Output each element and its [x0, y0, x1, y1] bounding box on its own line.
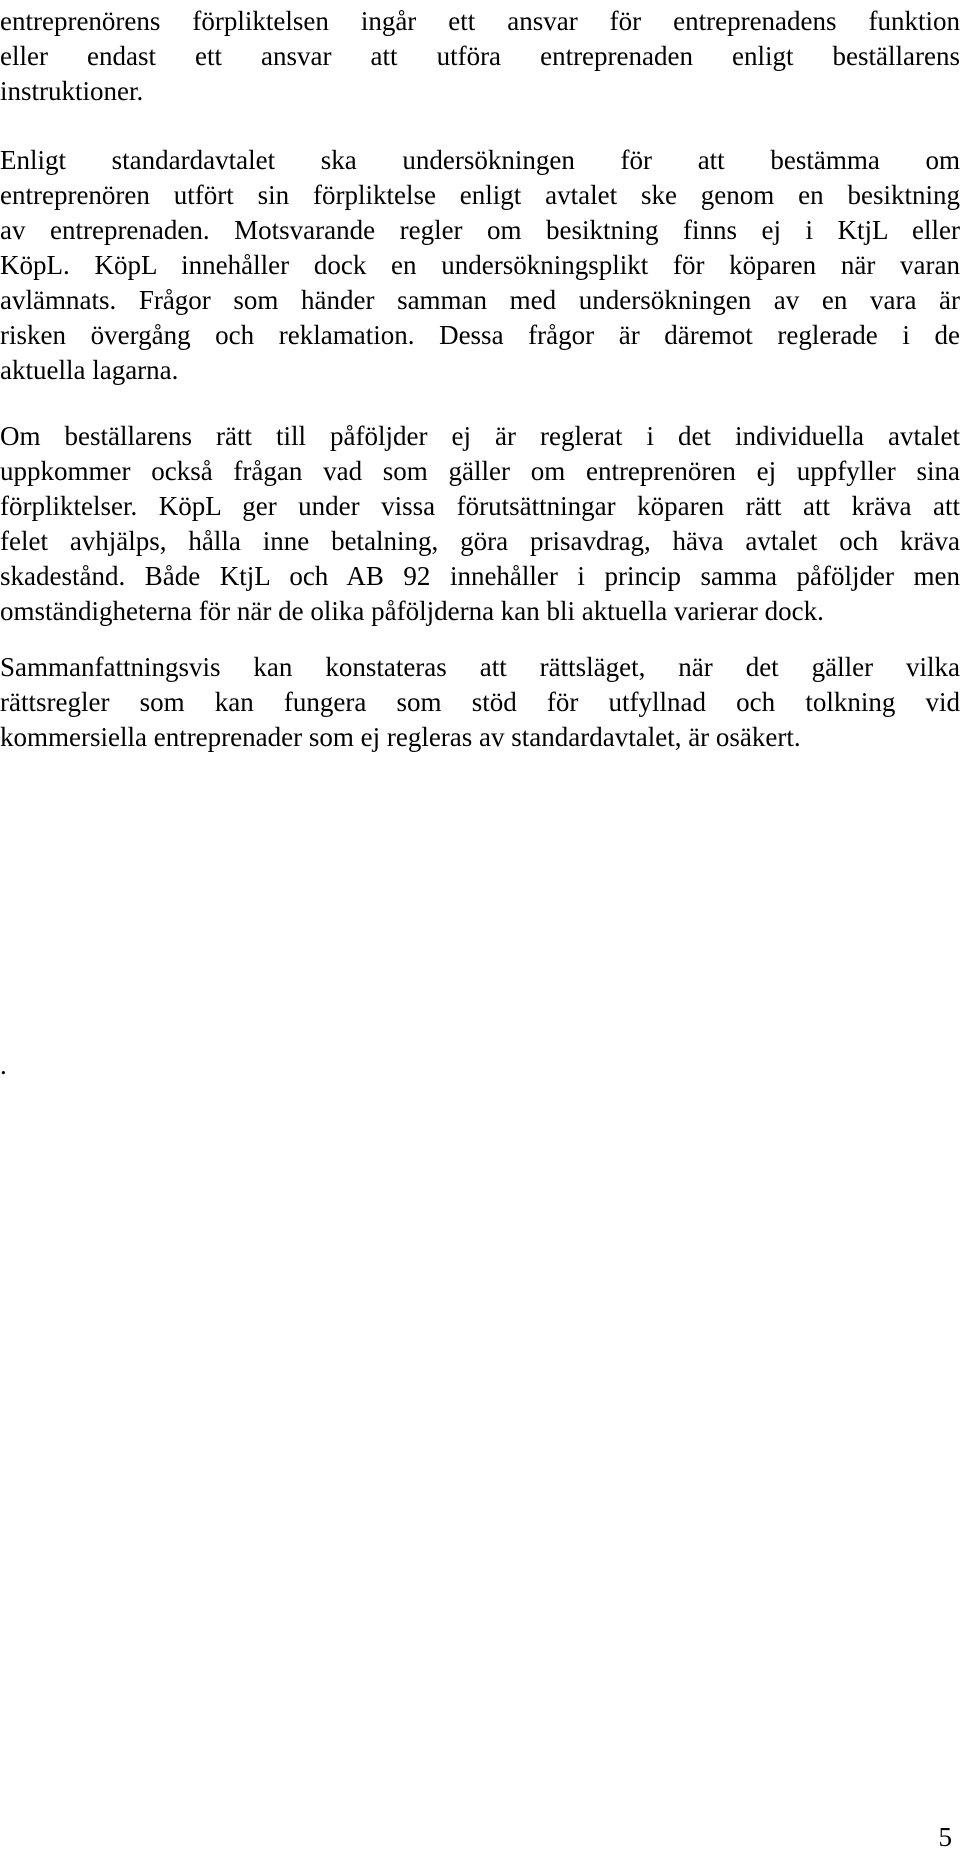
paragraph-3	[0, 419, 960, 629]
paragraph-line: avlämnats. Frågor som händer samman med undersökningen av en vara är	[0, 285, 960, 315]
paragraph-line: förpliktelser. KöpL ger under vissa förutsättningar köparen rätt att kräva att	[0, 491, 960, 521]
paragraph-line: aktuella lagarna.	[0, 355, 179, 385]
paragraph-line: eller endast ett ansvar att utföra entreprenaden enligt beställarens	[0, 41, 960, 71]
paragraph-line: uppkommer också frågan vad som gäller om entreprenören ej uppfyller sina	[0, 456, 960, 486]
paragraph-line: Enligt standardavtalet ska undersökningen för att bestämma om	[0, 145, 960, 175]
paragraph-4	[0, 650, 960, 755]
paragraph-1	[0, 4, 960, 109]
stray-dot: .	[0, 1050, 7, 1080]
paragraph-2	[0, 143, 960, 388]
paragraph-line: omständigheterna för när de olika påföljderna kan bli aktuella varierar dock.	[0, 596, 824, 626]
paragraph-line: risken övergång och reklamation. Dessa frågor är däremot reglerade i de	[0, 320, 960, 350]
paragraph-line: entreprenörens förpliktelsen ingår ett ansvar för entreprenadens funktion	[0, 6, 960, 36]
paragraph-line: av entreprenaden. Motsvarande regler om besiktning finns ej i KtjL eller	[0, 215, 960, 245]
paragraph-line: entreprenören utfört sin förpliktelse enligt avtalet ske genom en besiktning	[0, 180, 960, 210]
paragraph-line: Sammanfattningsvis kan konstateras att rättsläget, när det gäller vilka	[0, 652, 960, 682]
paragraph-line: rättsregler som kan fungera som stöd för utfyllnad och tolkning vid	[0, 687, 960, 717]
paragraph-line: felet avhjälps, hålla inne betalning, göra prisavdrag, häva avtalet och kräva	[0, 526, 960, 556]
paragraph-line: kommersiella entreprenader som ej regleras av standardavtalet, är osäkert.	[0, 722, 801, 752]
paragraph-line: instruktioner.	[0, 76, 144, 106]
page-number: 5	[938, 1822, 952, 1852]
paragraph-line: KöpL. KöpL innehåller dock en undersökningsplikt för köparen när varan	[0, 250, 960, 280]
paragraph-line: skadestånd. Både KtjL och AB 92 innehåller i princip samma påföljder men	[0, 561, 960, 591]
paragraph-line: Om beställarens rätt till påföljder ej är reglerat i det individuella avtalet	[0, 421, 960, 451]
